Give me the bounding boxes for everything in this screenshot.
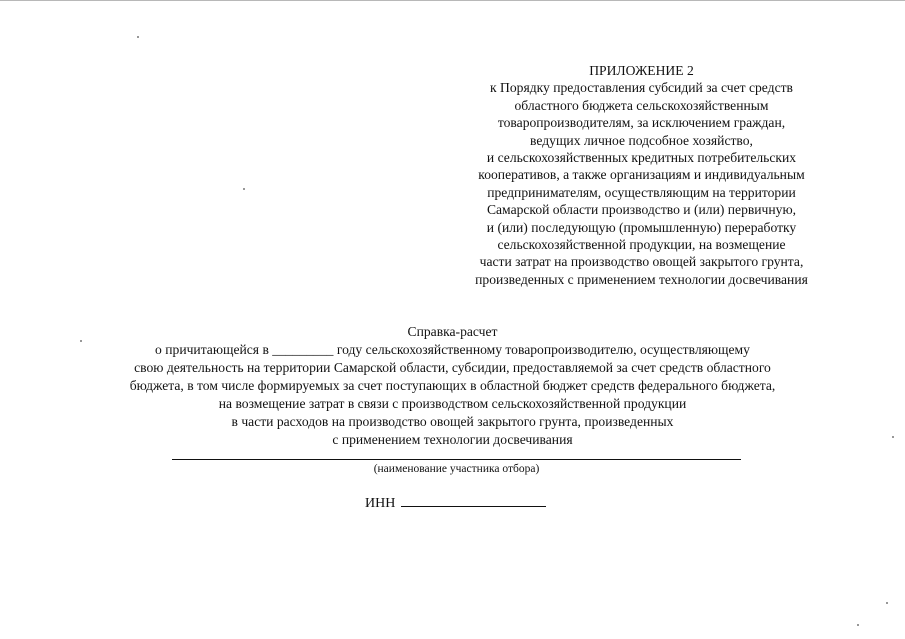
certificate-line: в части расходов на производство овощей закрытого грунта, произведенных [231, 414, 674, 429]
appendix-line: к Порядку предоставления субсидий за счет средств [490, 80, 793, 96]
appendix-line: предпринимателям, осуществляющим на территории [487, 184, 796, 200]
participant-name-line[interactable] [172, 459, 741, 460]
appendix-line: Самарской области производство и (или) первичную, [486, 202, 797, 218]
certificate-title: Справка-расчет [407, 324, 498, 339]
scan-speck [892, 436, 894, 438]
scan-speck [243, 188, 245, 190]
appendix-line: кооперативов, а также организациям и индивидуальным [478, 167, 805, 183]
appendix-line: и (или) последующую (промышленную) переработку [486, 219, 797, 235]
scan-top-edge [0, 0, 905, 1]
certificate-line: с применением технологии досвечивания [332, 432, 573, 447]
inn-label: ИНН [365, 496, 396, 511]
appendix-line: товаропроизводителям, за исключением граждан, [497, 115, 786, 131]
participant-name-caption: (наименование участника отбора) [373, 463, 540, 475]
appendix-line: части затрат на производство овощей закрытого грунта, [479, 254, 804, 270]
scan-speck [137, 36, 139, 38]
certificate-line: на возмещение затрат в связи с производством сельскохозяйственной продукции [218, 396, 687, 411]
certificate-line: свою деятельность на территории Самарской области, субсидии, предоставляемой за счет средств областного [134, 360, 771, 375]
certificate-line: бюджета, в том числе формируемых за счет поступающих в областной бюджет средств федерального бюджета, [129, 378, 776, 393]
appendix-line: ведущих личное подсобное хозяйство, [530, 132, 753, 148]
scan-speck [857, 624, 859, 626]
appendix-line: областного бюджета сельскохозяйственным [514, 97, 769, 113]
appendix-title: ПРИЛОЖЕНИЕ 2 [589, 63, 694, 78]
certificate-heading [40, 323, 865, 449]
certificate-line: о причитающейся в _________ году сельскохозяйственному товаропроизводителю, осуществляющему [155, 342, 750, 357]
appendix-header [440, 62, 843, 288]
scan-speck [886, 602, 888, 604]
inn-field[interactable] [401, 492, 546, 507]
appendix-line: произведенных с применением технологии досвечивания [475, 271, 808, 287]
appendix-line: и сельскохозяйственных кредитных потребительских [486, 150, 797, 166]
inn-row [365, 492, 546, 513]
appendix-line: сельскохозяйственной продукции, на возмещение [497, 237, 786, 253]
